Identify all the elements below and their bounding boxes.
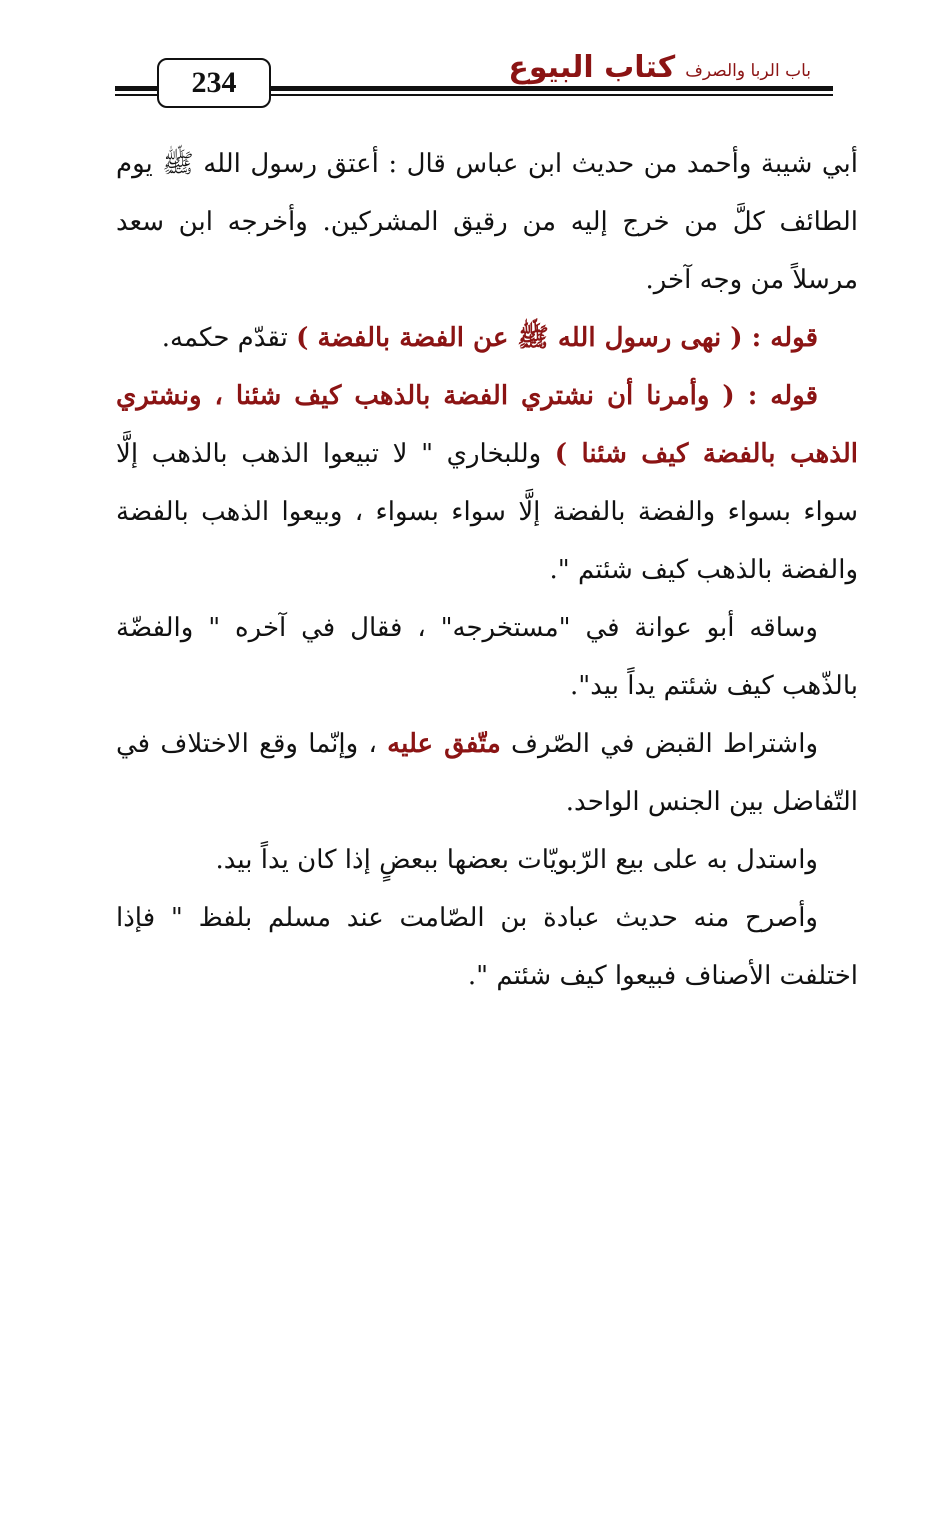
highlight-text: متّفق عليه [387,729,501,759]
paragraph-5 [116,715,858,831]
chapter-title: باب الربا والصرف [685,61,811,81]
commentary-text: تقدّم حكمه. [161,323,297,353]
commentary-text: وللبخاري " لا تبيعوا الذهب بالذهب إلَّا سواء بسواء والفضة بالفضة إلَّا سواء بسواء ، وبيعوا الذهب بالفضة والفضة بالذهب كيف شئتم ". [116,439,858,585]
paragraph-7: وأصرح منه حديث عبادة بن الصّامت عند مسلم بلفظ " فإذا اختلفت الأصناف فبيعوا كيف شئتم ". [116,903,858,991]
quote-text: قوله : ( نهى رسول الله ﷺ عن الفضة بالفضة ) [296,323,818,353]
paragraph-6: واستدل به على بيع الرّبويّات بعضها ببعضٍ إذا كان يداً بيد. [215,845,818,875]
paragraph-3 [116,367,858,599]
commentary-text: ، وإنّما وقع الاختلاف في التّفاضل بين الجنس الواحد. [116,729,858,817]
page-header [115,50,833,110]
commentary-text: واشتراط القبض في الصّرف [500,729,819,759]
page-body [116,135,858,1005]
page-number: 234 [157,58,271,108]
paragraph-1: أبي شيبة وأحمد من حديث ابن عباس قال : أعتق رسول الله ﷺ يوم الطائف كلَّ من خرج إليه من رقيق المشركين. وأخرجه ابن سعد مرسلاً من وجه آخر. [116,149,858,295]
quote-text: قوله : ( وأمرنا أن نشتري الفضة بالذهب كيف شئنا ، ونشتري الذهب بالفضة كيف شئنا ) [116,381,858,469]
book-title: كتاب البيوع [508,50,676,85]
paragraph-4: وساقه أبو عوانة في "مستخرجه" ، فقال في آخره " والفضّة بالذّهب كيف شئتم يداً بيد". [116,613,858,701]
paragraph-2 [116,309,858,367]
header-titles [508,50,811,86]
